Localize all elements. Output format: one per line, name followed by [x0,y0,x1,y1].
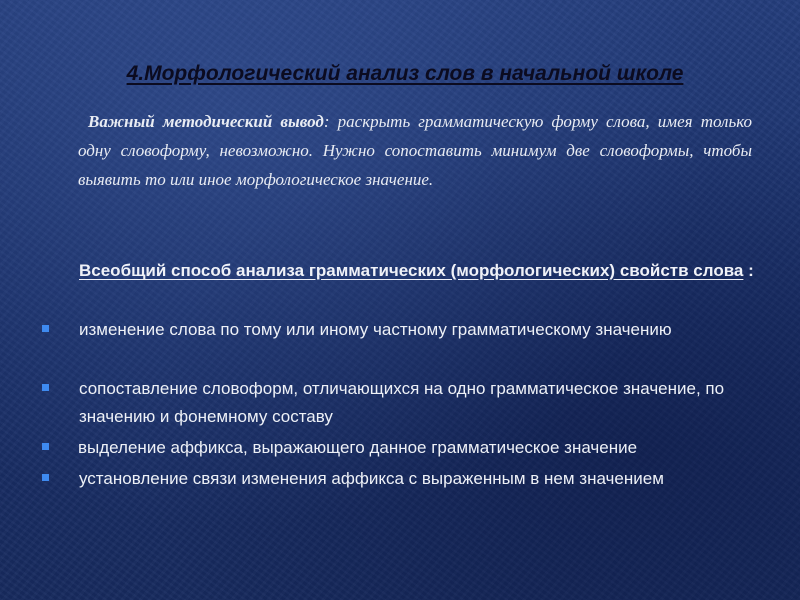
square-bullet-icon [42,384,49,391]
method-heading [79,257,759,284]
square-bullet-icon [42,325,49,332]
list-item-text: выделение аффикса, выражающего данное грамматическое значение [78,438,638,457]
list-item-text: установление связи изменения аффикса с выраженным в нем значением [79,469,664,488]
square-bullet-icon [42,443,49,450]
slide-title: 4.Морфологический анализ слов в начальной школе [126,62,684,85]
list-item-text: сопоставление словоформ, отличающихся на одно грамматическое значение, по значению и фонемному составу [79,379,725,426]
conclusion-text: : раскрыть грамматическую форму слова, имея только одну словоформу, невозможно. Нужно сопоставить минимум две словоформы, чтобы выявить то или иное морфологическое значение. [78,112,752,189]
square-bullet-icon [42,474,49,481]
method-heading-suffix: : [743,261,754,280]
list-item-text: изменение слова по тому или иному частному грамматическому значению [79,320,672,339]
method-heading-text: Всеобщий способ анализа грамматических (морфологических) свойств слова [79,261,744,280]
methodical-conclusion [78,107,752,194]
conclusion-lead: Важный методический вывод [88,112,324,131]
